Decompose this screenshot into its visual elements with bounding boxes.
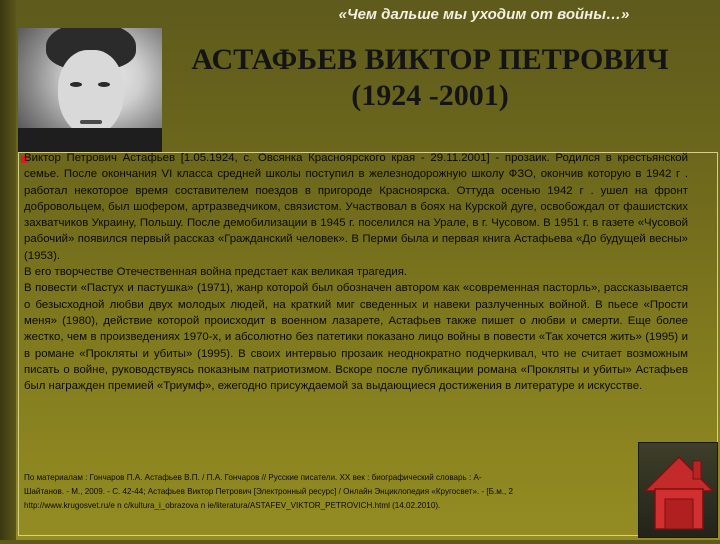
biography-paragraph: Виктор Петрович Астафьев [1.05.1924, с. Овсянка Красноярского края - 29.11.2001] - прозаик. Родился в крестьянской семье. После окончания VI класса средней школы поступил в железнодорожную школу ФЗО, окончив которую в 1942 г . работал некоторое время составителем поездов в пригороде Красноярска. Оттуда осенью 1942 г . ушел на фронт добровольцем, был шофером, артразведчиком, связистом. Участвовал в боях на Курской дуге, освобождал от фашистских захватчиков Украину, Польшу. После демобилизации в 1945 г. поселился на Урале, в г. Чусовом. В 1951 г. в газете «Чусовой рабочий» появился первый рассказ «Гражданский человек». В Перми была и первая книга Астафьева «До будущей весны» (1953). <box>24 152 688 262</box>
home-icon <box>639 443 719 539</box>
source-line: Шайтанов. - М., 2009. - С. 42-44; Астафьев Виктор Петрович [Электронный ресурс] / Онлайн Энциклопедия «Кругосвет». - [Б.м., 2 <box>24 487 514 496</box>
home-button[interactable] <box>638 442 718 538</box>
title-years: (1924 -2001) <box>351 79 509 112</box>
left-sidebar-strip <box>0 0 16 540</box>
biography-paragraph: В повести «Пастух и пастушка» (1971), жанр которой был обозначен автором как «современная пасторль», рассказывается о безысходной любви двух молодых людей, на краткий миг сведенных и навеки разлученных войной. В пьесе «Прости меня» (1980), действие которой происходит в военном лазарете, Астафьев также пишет о любви и смерти. Еще более жестко, чем в произведениях 1970-х, и абсолютно без патетики показано лицо войны в повести «Так хочется жить» (1995) и в романе «Прокляты и убиты» (1995). В своих интервью прозаик неоднократно подчеркивал, что не считает возможным писать о войне, руководствуясь показным патриотизмом. Вскоре после публикации романа «Прокляты и убиты» Астафьев был награжден премией «Триумф», ежегодно присуждаемой за выдающиеся достижения в литературе и искусстве. <box>24 282 688 393</box>
biography-paragraph: В его творчестве Отечественная война предстает как великая трагедия. <box>24 266 408 279</box>
source-line: По материалам : Гончаров П.А. Астафьев В.П. / П.А. Гончаров // Русские писатели. XX век : биографический словарь : А- <box>24 473 482 482</box>
biography-text <box>24 150 688 394</box>
title-name: АСТАФЬЕВ ВИКТОР ПЕТРОВИЧ <box>191 43 669 76</box>
author-portrait <box>18 28 162 152</box>
page-title <box>160 42 700 114</box>
sources-note <box>24 471 644 513</box>
epigraph: «Чем дальше мы уходим от войны…» <box>338 6 630 23</box>
source-line: http://www.krugosvet.ru/e n c/kultura_i_obrazova n ie/literatura/ASTAFEV_VIKTOR_PETROVICH.html (14.02.2010). <box>24 501 441 510</box>
